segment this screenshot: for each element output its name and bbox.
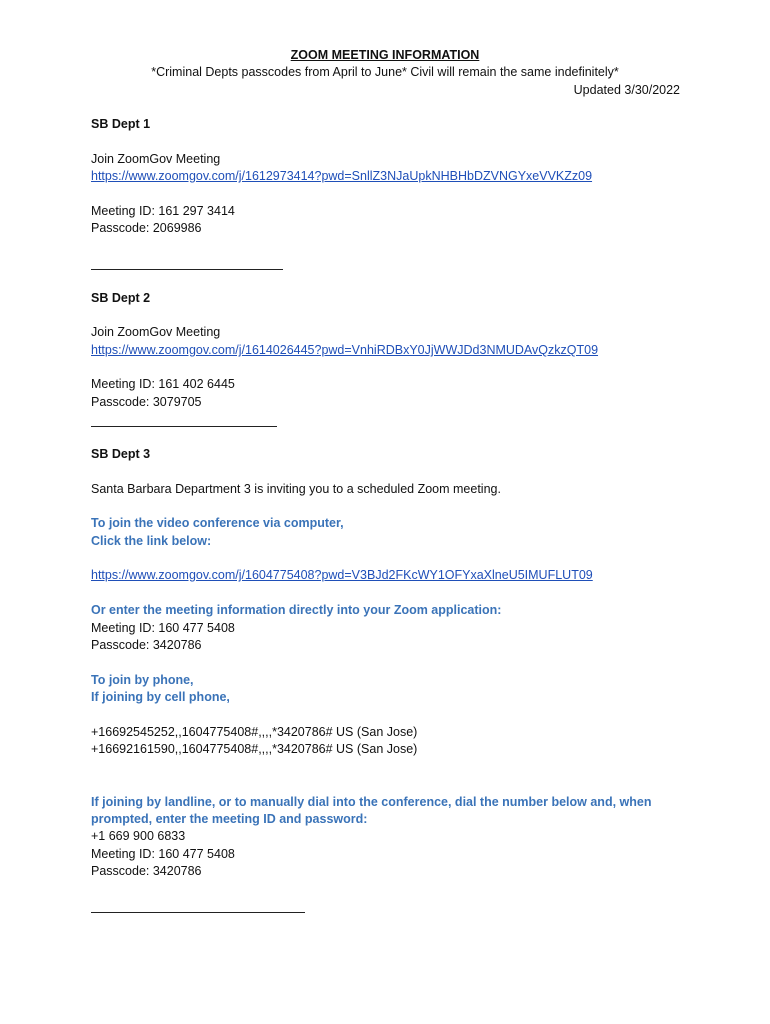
dept3-click-instruction: Click the link below:	[91, 534, 212, 548]
dept2-join-label: Join ZoomGov Meeting	[91, 325, 221, 339]
dept1-passcode: Passcode: 2069986	[91, 221, 202, 235]
dept3-dial-number: +1 669 900 6833	[91, 829, 186, 843]
divider	[91, 912, 305, 913]
dept1-meeting-link[interactable]: https://www.zoomgov.com/j/1612973414?pwd=SnllZ3NJaUpkNHBHbDZVNGYxeVVKZz09	[91, 169, 593, 183]
dept3-passcode: Passcode: 3420786	[91, 638, 202, 652]
dept2-meeting-link[interactable]: https://www.zoomgov.com/j/1614026445?pwd=VnhiRDBxY0JjWWJDd3NMUDAvQzkzQT09	[91, 343, 599, 357]
dept3-meeting-id-2: Meeting ID: 160 477 5408	[91, 847, 235, 861]
updated-date: Updated 3/30/2022	[573, 83, 680, 97]
divider	[91, 426, 277, 427]
dept2-heading: SB Dept 2	[91, 291, 151, 305]
dept1-meeting-id: Meeting ID: 161 297 3414	[91, 204, 235, 218]
dept2-passcode: Passcode: 3079705	[91, 395, 202, 409]
page-subtitle: *Criminal Depts passcodes from April to June* Civil will remain the same indefinitely*	[151, 65, 619, 79]
dept3-meeting-id: Meeting ID: 160 477 5408	[91, 621, 235, 635]
divider	[91, 269, 283, 270]
dept3-landline-instruction: If joining by landline, or to manually dial into the conference, dial the number below and, when	[91, 795, 652, 809]
dept3-passcode-2: Passcode: 3420786	[91, 864, 202, 878]
dept3-invite-text: Santa Barbara Department 3 is inviting you to a scheduled Zoom meeting.	[91, 482, 501, 496]
dept3-heading: SB Dept 3	[91, 447, 151, 461]
dept3-landline-instruction-2: prompted, enter the meeting ID and password:	[91, 812, 368, 826]
dept1-join-label: Join ZoomGov Meeting	[91, 152, 221, 166]
dept1-heading: SB Dept 1	[91, 117, 151, 131]
dept3-cell-instruction: If joining by cell phone,	[91, 690, 230, 704]
page-title: ZOOM MEETING INFORMATION	[290, 48, 480, 62]
dept2-meeting-id: Meeting ID: 161 402 6445	[91, 377, 235, 391]
dept3-phone-number-2: +16692161590,,1604775408#,,,,*3420786# US (San Jose)	[91, 742, 418, 756]
dept3-video-instruction: To join the video conference via computer,	[91, 516, 344, 530]
dept3-phone-instruction: To join by phone,	[91, 673, 194, 687]
dept3-phone-number-1: +16692545252,,1604775408#,,,,*3420786# US (San Jose)	[91, 725, 418, 739]
dept3-meeting-link[interactable]: https://www.zoomgov.com/j/1604775408?pwd=V3BJd2FKcWY1OFYxaXlneU5IMUFLUT09	[91, 568, 593, 582]
dept3-app-instruction: Or enter the meeting information directly into your Zoom application:	[91, 603, 502, 617]
